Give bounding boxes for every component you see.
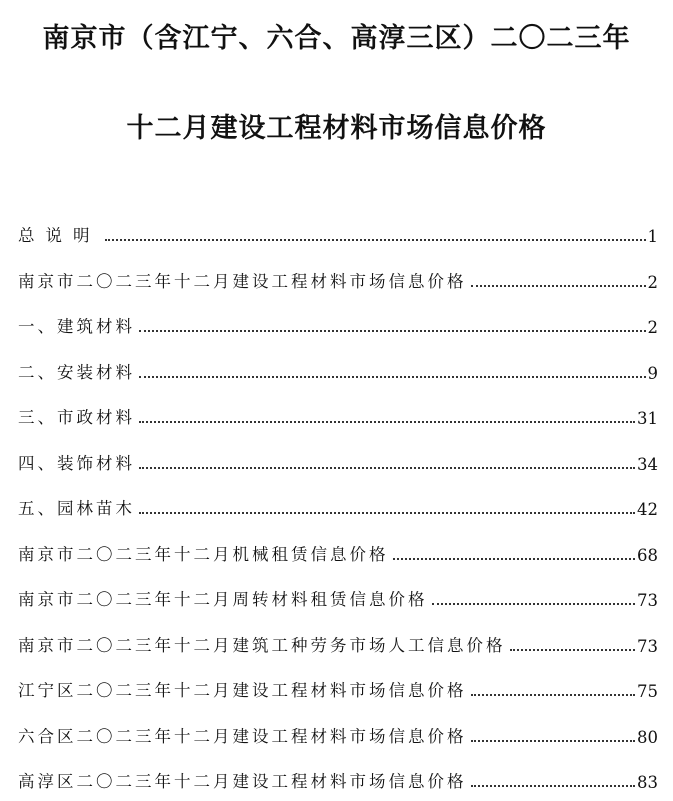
toc-entry-page: 80: [637, 727, 658, 747]
toc-entry-page: 31: [637, 409, 658, 428]
dot-leader: [393, 558, 636, 560]
toc-entry-label: 南京市二〇二三年十二月机械租赁信息价格: [18, 544, 389, 564]
toc-entry-page: 2: [647, 272, 658, 292]
toc-entry-page: 42: [637, 500, 658, 519]
toc-entry-page: 1: [647, 227, 658, 246]
toc-entry-label: 四、装饰材料: [18, 453, 135, 473]
table-of-contents: [18, 218, 658, 792]
toc-entry[interactable]: [18, 565, 658, 611]
toc-entry-page: 73: [637, 591, 658, 610]
toc-entry-page: 73: [637, 636, 658, 656]
toc-entry[interactable]: [18, 474, 658, 520]
toc-entry-label: 一、建筑材料: [18, 317, 135, 336]
dot-leader: [471, 785, 636, 787]
toc-entry-label: 总说明: [18, 226, 101, 245]
dot-leader: [139, 330, 646, 332]
toc-entry-label: 高淳区二〇二三年十二月建设工程材料市场信息价格: [18, 772, 467, 791]
toc-entry[interactable]: [18, 383, 658, 429]
toc-entry-label: 南京市二〇二三年十二月周转材料租赁信息价格: [18, 590, 428, 609]
toc-entry[interactable]: [18, 610, 658, 656]
toc-entry[interactable]: [18, 218, 658, 246]
toc-entry-label: 南京市二〇二三年十二月建筑工种劳务市场人工信息价格: [18, 635, 506, 655]
dot-leader: [105, 239, 646, 241]
toc-entry-page: 34: [637, 454, 658, 474]
toc-entry[interactable]: [18, 656, 658, 702]
toc-entry[interactable]: [18, 246, 658, 292]
toc-entry[interactable]: [18, 337, 658, 383]
toc-entry-page: 75: [637, 682, 658, 701]
dot-leader: [471, 285, 646, 287]
toc-entry[interactable]: [18, 747, 658, 793]
toc-entry-page: 2: [647, 318, 658, 337]
dot-leader: [510, 649, 636, 651]
dot-leader: [139, 467, 635, 469]
dot-leader: [471, 740, 636, 742]
dot-leader: [139, 512, 635, 514]
document-title-line-1: 南京市（含江宁、六合、高淳三区）二〇二三年: [42, 23, 631, 54]
toc-entry-label: 江宁区二〇二三年十二月建设工程材料市场信息价格: [18, 681, 467, 700]
dot-leader: [432, 603, 636, 605]
toc-entry-label: 二、安装材料: [18, 362, 135, 382]
toc-entry[interactable]: [18, 519, 658, 565]
toc-entry-page: 68: [637, 545, 658, 565]
toc-entry-label: 五、园林苗木: [18, 499, 135, 518]
toc-entry-label: 六合区二〇二三年十二月建设工程材料市场信息价格: [18, 726, 467, 746]
toc-entry-page: 83: [637, 773, 658, 792]
toc-entry-label: 南京市二〇二三年十二月建设工程材料市场信息价格: [18, 271, 467, 291]
toc-entry[interactable]: [18, 292, 658, 338]
toc-entry[interactable]: [18, 701, 658, 747]
dot-leader: [471, 694, 636, 696]
dot-leader: [139, 421, 635, 423]
dot-leader: [139, 376, 646, 378]
document-title-line-2: 十二月建设工程材料市场信息价格: [126, 113, 547, 144]
toc-entry-page: 9: [647, 363, 658, 383]
toc-entry[interactable]: [18, 428, 658, 474]
toc-entry-label: 三、市政材料: [18, 408, 135, 427]
